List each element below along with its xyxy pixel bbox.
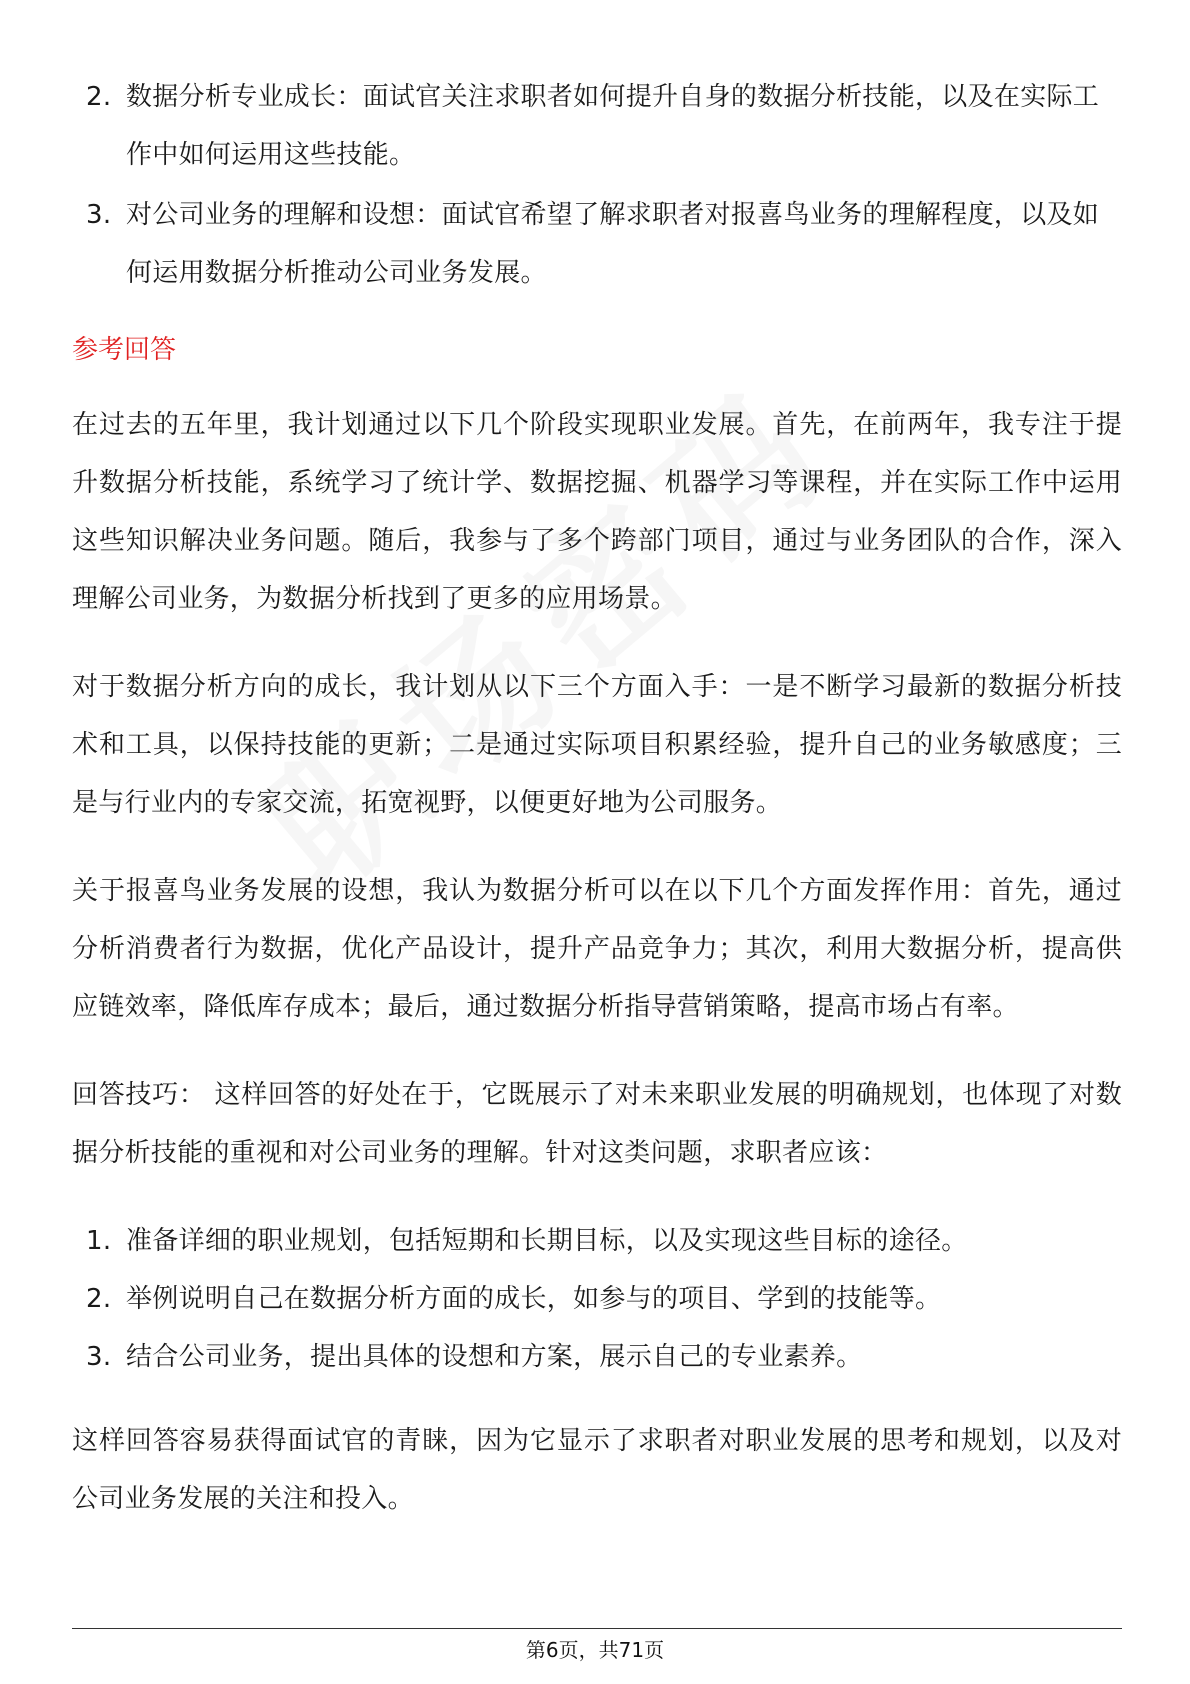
list-item bbox=[72, 1212, 1122, 1270]
closing-paragraph: 这样回答容易获得面试官的青睐，因为它显示了求职者对职业发展的思考和规划，以及对公司业务发展的关注和投入。 bbox=[72, 1426, 1122, 1514]
answer-paragraph: 在过去的五年里，我计划通过以下几个阶段实现职业发展。首先，在前两年，我专注于提升数据分析技能，系统学习了统计学、数据挖掘、机器学习等课程，并在实际工作中运用这些知识解决业务问题。随后，我参与了多个跨部门项目，通过与业务团队的合作，深入理解公司业务，为数据分析找到了更多的应用场景。 bbox=[72, 410, 1122, 614]
tips-paragraph: 回答技巧： 这样回答的好处在于，它既展示了对未来职业发展的明确规划，也体现了对数据分析技能的重视和对公司业务的理解。针对这类问题，求职者应该： bbox=[72, 1080, 1122, 1168]
list-item-text: 数据分析专业成长：面试官关注求职者如何提升自身的数据分析技能，以及在实际工作中如何运用这些技能。 bbox=[126, 82, 1100, 170]
list-item-number: 2. bbox=[86, 1284, 112, 1314]
footer-divider bbox=[72, 1628, 1122, 1629]
answer-paragraph: 对于数据分析方向的成长，我计划从以下三个方面入手：一是不断学习最新的数据分析技术和工具，以保持技能的更新；二是通过实际项目积累经验，提升自己的业务敏感度；三是与行业内的专家交流，拓宽视野，以便更好地为公司服务。 bbox=[72, 672, 1122, 818]
numbered-list-top bbox=[72, 68, 1122, 302]
list-item-text: 结合公司业务，提出具体的设想和方案，展示自己的专业素养。 bbox=[126, 1342, 863, 1372]
list-item bbox=[72, 186, 1122, 302]
list-item-number: 2. bbox=[86, 82, 112, 112]
list-item bbox=[72, 1328, 1122, 1386]
page-content bbox=[72, 68, 1122, 1558]
list-item-number: 3. bbox=[86, 1342, 112, 1372]
section-heading: 参考回答 bbox=[72, 335, 177, 365]
list-item-number: 1. bbox=[86, 1226, 112, 1256]
list-item-text: 准备详细的职业规划，包括短期和长期目标，以及实现这些目标的途径。 bbox=[126, 1226, 968, 1256]
list-item bbox=[72, 1270, 1122, 1328]
page-number: 第6页，共71页 bbox=[525, 1638, 665, 1662]
answer-paragraph: 关于报喜鸟业务发展的设想，我认为数据分析可以在以下几个方面发挥作用：首先，通过分析消费者行为数据，优化产品设计，提升产品竞争力；其次，利用大数据分析，提高供应链效率，降低库存成本；最后，通过数据分析指导营销策略，提高市场占有率。 bbox=[72, 876, 1122, 1022]
list-item bbox=[72, 68, 1122, 184]
numbered-list-tips bbox=[72, 1212, 1122, 1386]
list-item-number: 3. bbox=[86, 200, 112, 230]
list-item-text: 举例说明自己在数据分析方面的成长，如参与的项目、学到的技能等。 bbox=[126, 1284, 942, 1314]
list-item-text: 对公司业务的理解和设想：面试官希望了解求职者对报喜鸟业务的理解程度，以及如何运用数据分析推动公司业务发展。 bbox=[126, 200, 1100, 288]
